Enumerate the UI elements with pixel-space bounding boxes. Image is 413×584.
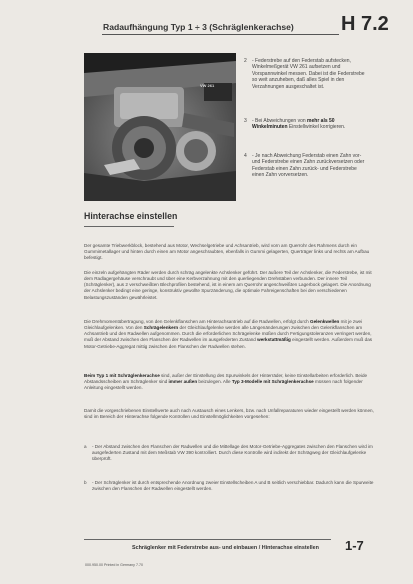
step-number: 4: [244, 153, 247, 159]
paragraph-checks: Damit die vorgeschriebenen Einstellwerte auch nach Austausch eines Lenkers, bzw. nach Unfallreparaturen wieder eingestellt werden können, sind im Bereich der Hinterachse folgende Kontrollen und Einstellmöglichkeiten vorgesehen:: [84, 408, 374, 420]
print-info: 000.950.00 Printed in Germany 7.70: [85, 563, 143, 567]
repair-photo: [84, 53, 236, 201]
paragraph-type1: Beim Typ 1 mit Schräglenkerachse sind, außer der Einstellung des Spurwinkels der Hinterräder, keine Einstellarbeiten erforderlich. Beide Abstandsscheiben am Schräglenker sind immer außen beizulegen. Alle Typ 3-Modelle mit Schräglenkerachse müssen nach folgender Anleitung eingestellt werden.: [84, 373, 368, 391]
step-number: 2: [244, 58, 247, 64]
paragraph-torque: Die Drehmomentübertragung, von den Gelenkflanschen am Hinterachsantrieb auf die Radwellen, erfolgt durch Gelenkwellen mit je zwei Gleichlaufgelenken. Von den Schrägelenkern der Gleichlaufgelenke werden alle Längenänderungen zwischen den Gelenkflanschen am Achsantrieb und den Radwellen aufgenommen. Durch die erforderlichen Schrägelenke müßen durch Fertigungstoleranzen verringert werden, muß der Abstand zwischen den Flanschen der Radwellen im ausgefederten Zustand werkstattmäßig eingestellt werden. Außerdem muß das Motor-Getriebe-Aggregat mittig zwischen den Flanschen der Radwellen stehen.: [84, 319, 373, 349]
photo-tool-label: VW 261: [200, 83, 215, 88]
step-4: [244, 153, 366, 179]
footer-title: Schräglenker mit Federstrebe aus- und einbauen / Hinterachse einstellen: [132, 545, 319, 551]
section-code: H 7.2: [341, 13, 389, 35]
step-text: - Federstrebe auf den Federstab aufstecken, Winkelmeßgerät VW 261 aufsetzen und Vorspannwinkel messen. Dabei ist die Federstrebe so weit anzuheben, daß alles Spiel in den Verzahnungen ausgeschaltet ist.: [252, 58, 365, 90]
check-item-a: [84, 444, 377, 462]
step-2: [244, 58, 366, 90]
item-label: b: [84, 480, 87, 485]
photo-illustration: [84, 53, 236, 201]
step-number: 3: [244, 118, 247, 124]
section-heading: Hinterachse einstellen: [84, 211, 178, 221]
item-text: - Der Abstand zwischen den Flanschen der Radwellen und die Mittellage des Motor-Getriebe-Aggregates zwischen den Flanschen wird im ausgefederten Zustand mit dem Meßstab VW 390 kontrolliert. Durch diese Kontrolle wird indirekt der Schrägweg der Gleichlaufgelenke überprüft.: [92, 444, 373, 462]
paragraph-drivetrain: Der gesamte Triebwerkblock, bestehend aus Motor, Wechselgetriebe und Achsantrieb, wird vorn am Querrohr des Rahmens durch ein Gummimetallager und hinten durch einen am Motor angeschraubten, ebenfalls in Gummi gelagerten, Querträger links und rechts am Aufbau befestigt.: [84, 243, 370, 261]
item-label: a: [84, 444, 87, 449]
check-item-b: [84, 480, 377, 492]
section-divider: [84, 226, 174, 227]
step-text: - Je nach Abweichung Federstab einen Zahn vor- und Federstrebe einen Zahn zurückversetzen oder Federstab einen Zahn zurück- und Federstrebe einen Zahn vorversetzen.: [252, 153, 365, 179]
page-header-title: Radaufhängung Typ 1 ÷ 3 (Schräglenkerachse): [103, 22, 294, 32]
page-number: 1-7: [345, 538, 364, 553]
footer-divider: [84, 539, 331, 540]
paragraph-suspension: Die einzeln aufgehängten Räder werden durch schräg angelenkte Achslenker geführt. Der äußere Teil der Achslenker, die Federstrebe, ist mit dem Radlagergehäuse verschraubt und über eine Kerbverzahnung mit den querliegenden Drehstäben verbunden. Der innere Teil (Schräglenker), aus 2 verschweißten Blechprofilen bestehend, ist in einem am Querrohr angeschweißten Lagerbock gelagert. Die Anordnung der Achslenker bedingt eine geringe, konstruktiv gewollte Spurzänderung, die optimale Fahreigenschaften bei den verschiedenen Belastungszuständen gewährleistet.: [84, 270, 372, 300]
header-divider: [102, 34, 339, 35]
item-text: - Der Schräglenker ist durch entsprechende Anordnung zweier Einstellscheiben A und B seitlich verschiebbar. Dadurch kann die Spurweite zwischen den Flanschen der Radwellen eingestellt werden.: [92, 480, 374, 492]
step-3: [244, 118, 366, 131]
step-text: - Bei Abweichungen von mehr als 50 Winkelminuten Einstellwinkel korrigieren.: [252, 118, 346, 131]
